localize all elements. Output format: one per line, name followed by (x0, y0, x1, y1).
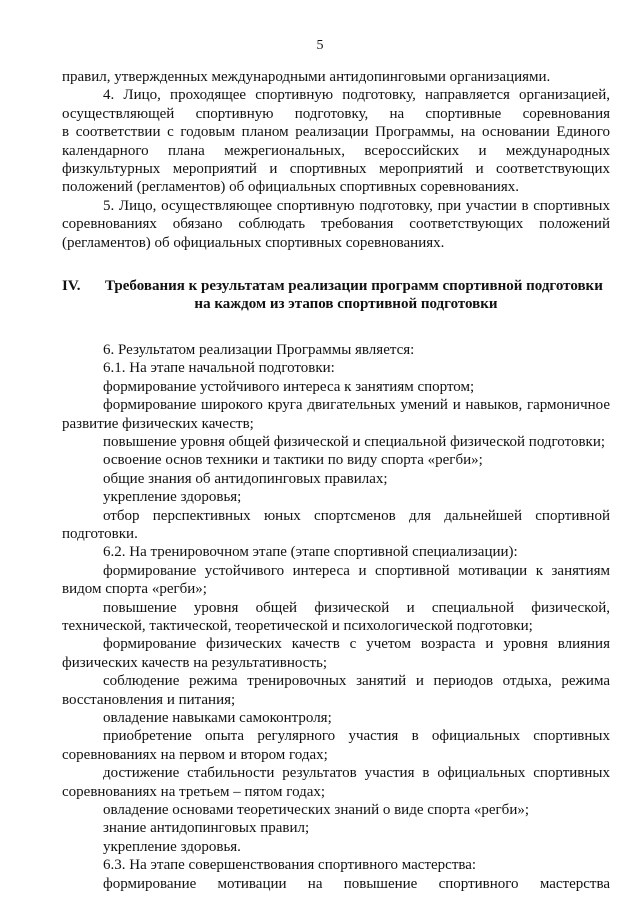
text-line: соревнованиях на третьем – пятом годах; (62, 783, 326, 800)
text-line: правил, утвержденных международными антидопинговыми организациями. (62, 69, 551, 85)
section-heading (62, 277, 610, 314)
text-line: формирование устойчивого интереса к занятиям спортом; (103, 378, 475, 395)
text-line: технической, тактической, теоретической и психологической подготовки; (62, 617, 533, 634)
text-line: укрепление здоровья. (103, 838, 241, 855)
text-line: формирование физических качеств с учетом возраста и уровня влияния (103, 636, 610, 653)
text-line: физических качеств на результативность; (62, 654, 328, 671)
text-line: соревнованиях на первом и втором годах; (62, 746, 328, 763)
section-number: IV. (62, 278, 81, 295)
text-line: видом спорта «регби»; (62, 581, 207, 598)
text-line: повышение уровня общей физической и специальной физической подготовки; (103, 433, 606, 450)
text-line: формирование широкого круга двигательных умений и навыков, гармоничное (103, 397, 610, 414)
text-line: осуществляющей спортивную подготовку, на спортивные соревнования (62, 105, 610, 122)
text-line: в соответствии с годовым планом реализации Программы, на основании Единого (62, 124, 610, 141)
document-body (62, 68, 610, 893)
text-line: 4. Лицо, проходящее спортивную подготовку, направляется организацией, (103, 87, 610, 104)
text-line: соблюдение режима тренировочных занятий и периодов отдыха, режима (103, 673, 610, 690)
text-line: приобретение опыта регулярного участия в официальных спортивных (103, 728, 610, 745)
text-line: отбор перспективных юных спортсменов для дальнейшей спортивной (103, 507, 610, 524)
text-line: физкультурных мероприятий и спортивных мероприятий и соответствующих (62, 161, 610, 178)
text-line: достижение стабильности результатов участия в официальных спортивных (103, 765, 610, 782)
text-line: 6. Результатом реализации Программы является: (103, 341, 415, 358)
text-line: освоение основ техники и тактики по виду спорта «регби»; (103, 452, 483, 469)
text-line: 6.1. На этапе начальной подготовки: (103, 360, 335, 377)
text-line: соревнованиях обязано соблюдать требования соответствующих положений (62, 216, 610, 233)
text-line: положений (регламентов) об официальных спортивных соревнованиях. (62, 179, 519, 196)
text-line: знание антидопинговых правил; (103, 820, 310, 837)
text-line: формирование устойчивого интереса и спортивной мотивации к занятиям (103, 562, 610, 579)
section-title-line: на каждом из этапов спортивной подготовки (194, 296, 498, 313)
section-title-line: Требования к результатам реализации программ спортивной подготовки (105, 278, 603, 295)
text-line: восстановления и питания; (62, 691, 236, 708)
text-line: развитие физических качеств; (62, 415, 254, 432)
text-line: овладение навыками самоконтроля; (103, 710, 332, 726)
text-line: 6.2. На тренировочном этапе (этапе спортивной специализации): (103, 544, 518, 561)
text-line: 6.3. На этапе совершенствования спортивного мастерства: (103, 857, 477, 874)
page-number: 5 (316, 38, 324, 53)
text-line: формирование мотивации на повышение спортивного мастерства (103, 875, 610, 892)
text-line: (регламентов) об официальных спортивных соревнованиях. (62, 234, 445, 251)
text-line: 5. Лицо, осуществляющее спортивную подготовку, при участии в спортивных (103, 197, 610, 214)
text-line: овладение основами теоретических знаний о виде спорта «регби»; (103, 802, 530, 819)
text-line: календарного плана межрегиональных, всероссийских и международных (62, 142, 610, 159)
text-line: укрепление здоровья; (103, 489, 242, 506)
text-line: повышение уровня общей физической и специальной физической, (103, 599, 610, 616)
text-line: подготовки. (62, 525, 138, 542)
text-line: общие знания об антидопинговых правилах; (103, 470, 388, 487)
